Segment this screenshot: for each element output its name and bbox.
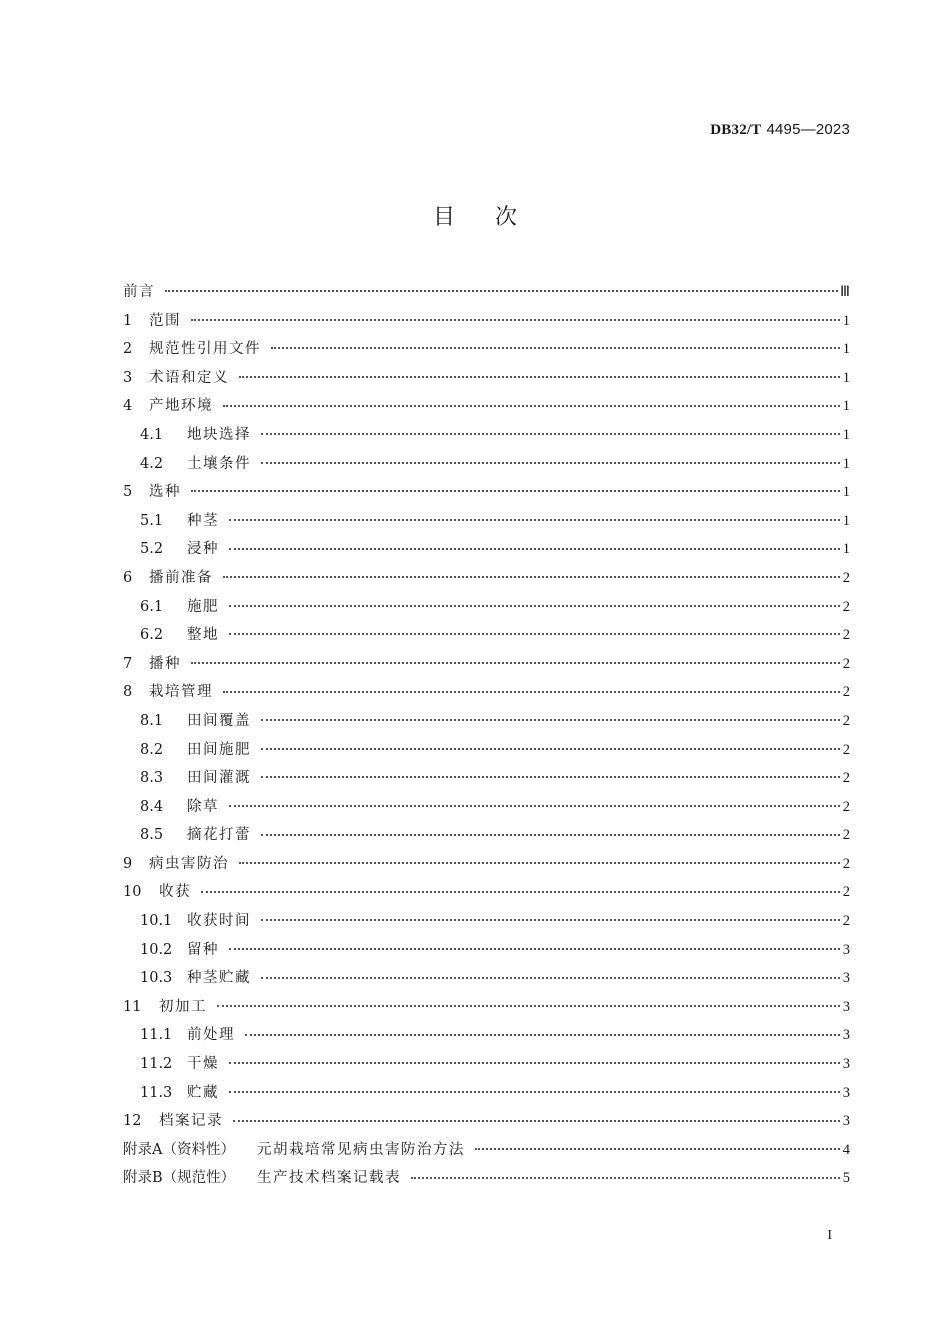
toc-entry[interactable] — [123, 680, 850, 709]
toc-entry-number: 8 — [123, 684, 133, 701]
toc-entry-title: 浸种 — [187, 541, 219, 558]
dot-leader — [245, 1034, 840, 1036]
toc-entry-page: 2 — [842, 855, 850, 872]
toc-entry-title: 留种 — [187, 941, 219, 958]
toc-entry-page: 2 — [842, 884, 850, 901]
toc-entry-page: 2 — [842, 627, 850, 644]
toc-entry[interactable] — [123, 480, 850, 509]
toc-entry-page: 3 — [842, 1084, 850, 1101]
toc-entry-title: 选种 — [149, 484, 181, 501]
dot-leader — [223, 576, 840, 578]
toc-entry-page: 5 — [842, 1170, 850, 1187]
dot-leader — [165, 290, 838, 292]
toc-entry-page: 1 — [842, 484, 850, 501]
toc-entry[interactable] — [123, 766, 850, 795]
toc-entry-number: 6.1 — [140, 598, 164, 615]
toc-entry-title: 摘花打蕾 — [187, 827, 251, 844]
doc-number: 4495—2023 — [766, 121, 850, 138]
toc-entry-title: 土壤条件 — [187, 455, 251, 472]
dot-leader — [411, 1177, 840, 1179]
toc-entry-page: 2 — [842, 598, 850, 615]
toc-entry-page: 1 — [842, 312, 850, 329]
toc-entry-number: 3 — [123, 369, 133, 386]
toc-entry-page: 2 — [842, 712, 850, 729]
document-number — [710, 120, 850, 139]
toc-entry-title: 除草 — [187, 798, 219, 815]
toc-entry-title: 干燥 — [187, 1056, 219, 1073]
dot-leader — [261, 919, 840, 921]
toc-entry[interactable] — [123, 595, 850, 624]
toc-entry-title: 地块选择 — [187, 426, 251, 443]
toc-entry-page: 2 — [842, 913, 850, 930]
toc-entry-page: 3 — [842, 1056, 850, 1073]
toc-entry-number: 7 — [123, 655, 133, 672]
toc-entry[interactable] — [123, 423, 850, 452]
toc-entry-number: 6.2 — [140, 627, 164, 644]
toc-entry[interactable] — [123, 1138, 850, 1167]
dot-leader — [261, 977, 840, 979]
toc-entry-page: 1 — [842, 369, 850, 386]
page-number: I — [827, 1228, 832, 1243]
toc-entry[interactable] — [123, 966, 850, 995]
dot-leader — [229, 519, 840, 521]
toc-entry-page: 3 — [842, 941, 850, 958]
toc-entry[interactable] — [123, 537, 850, 566]
toc-entry-page: 2 — [842, 827, 850, 844]
toc-entry-title: 田间施肥 — [187, 741, 251, 758]
toc-entry-number: 1 — [123, 312, 133, 329]
dot-leader — [223, 691, 840, 693]
dot-leader — [191, 490, 840, 492]
page-title — [0, 200, 950, 231]
toc-entry-number: 8.5 — [140, 827, 164, 844]
toc-entry[interactable] — [123, 738, 850, 767]
toc-entry-title: 病虫害防治 — [149, 855, 229, 872]
title-char-1: 目 — [432, 205, 455, 230]
toc-entry-title: 种茎 — [187, 512, 219, 529]
toc-entry[interactable] — [123, 623, 850, 652]
toc-entry[interactable] — [123, 452, 850, 481]
toc-entry-title: 术语和定义 — [149, 369, 229, 386]
toc-entry-page: 3 — [842, 998, 850, 1015]
toc-entry-title: 田间灌溉 — [187, 770, 251, 787]
toc-entry[interactable] — [123, 1109, 850, 1138]
toc-entry-page: Ⅲ — [840, 284, 850, 300]
toc-entry[interactable] — [123, 652, 850, 681]
dot-leader — [271, 347, 840, 349]
toc-entry[interactable] — [123, 1166, 850, 1195]
toc-entry[interactable] — [123, 566, 850, 595]
toc-entry-number: 10 — [123, 884, 142, 901]
dot-leader — [223, 405, 840, 407]
toc-entry-number: 11.1 — [140, 1027, 173, 1044]
toc-entry-title: 栽培管理 — [149, 684, 213, 701]
toc-entry-page: 2 — [842, 770, 850, 787]
toc-entry[interactable] — [123, 1052, 850, 1081]
dot-leader — [229, 633, 840, 635]
toc-entry-number: 6 — [123, 569, 133, 586]
toc-entry-title: 播前准备 — [149, 569, 213, 586]
toc-entry-title: 播种 — [149, 655, 181, 672]
toc-entry-page: 3 — [842, 1113, 850, 1130]
toc-entry-number: 8.2 — [140, 741, 164, 758]
toc-entry-page: 1 — [842, 341, 850, 358]
toc-entry-number: 4 — [123, 398, 133, 415]
toc-entry-page: 2 — [842, 569, 850, 586]
toc-entry-page: 1 — [842, 398, 850, 415]
toc-entry-number: 11.2 — [140, 1056, 173, 1073]
dot-leader — [261, 748, 840, 750]
toc-entry-title: 种茎贮藏 — [187, 970, 251, 987]
toc-entry-title: 范围 — [149, 312, 181, 329]
toc-entry[interactable] — [123, 709, 850, 738]
toc-entry-title: 初加工 — [159, 998, 207, 1015]
toc-entry[interactable] — [123, 1023, 850, 1052]
toc-entry-number: 8.3 — [140, 770, 164, 787]
toc-entry[interactable] — [123, 280, 850, 309]
toc-entry-page: 3 — [842, 970, 850, 987]
toc-entry-number: 10.3 — [140, 970, 173, 987]
dot-leader — [229, 605, 840, 607]
dot-leader — [229, 1091, 840, 1093]
dot-leader — [475, 1148, 840, 1150]
toc-entry-page: 3 — [842, 1027, 850, 1044]
toc-entry-number: 11.3 — [140, 1084, 173, 1101]
dot-leader — [261, 719, 840, 721]
dot-leader — [239, 862, 840, 864]
toc-entry-title: 元胡栽培常见病虫害防治方法 — [257, 1141, 465, 1158]
dot-leader — [201, 891, 840, 893]
dot-leader — [229, 548, 840, 550]
toc-entry-title: 收获时间 — [187, 913, 251, 930]
doc-series: 32/T — [731, 122, 762, 138]
dot-leader — [229, 948, 840, 950]
toc-entry[interactable] — [123, 509, 850, 538]
dot-leader — [261, 834, 840, 836]
toc-entry-title: 施肥 — [187, 598, 219, 615]
toc-entry-page: 1 — [842, 455, 850, 472]
toc-entry-number: 附录A（资料性） — [123, 1141, 235, 1158]
toc-entry-title: 产地环境 — [149, 398, 213, 415]
toc-entry-page: 1 — [842, 541, 850, 558]
toc-entry-page: 2 — [842, 798, 850, 815]
dot-leader — [239, 376, 840, 378]
toc-entry-number: 11 — [123, 998, 142, 1015]
dot-leader — [191, 319, 840, 321]
dot-leader — [229, 805, 840, 807]
dot-leader — [191, 662, 840, 664]
dot-leader — [261, 462, 840, 464]
toc-entry[interactable] — [123, 909, 850, 938]
toc-entry[interactable] — [123, 823, 850, 852]
toc-entry-number: 10.1 — [140, 913, 173, 930]
toc-entry-number: 10.2 — [140, 941, 173, 958]
table-of-contents — [123, 280, 850, 1195]
toc-entry-page: 1 — [842, 426, 850, 443]
dot-leader — [233, 1120, 840, 1122]
toc-entry[interactable] — [123, 880, 850, 909]
dot-leader — [261, 433, 840, 435]
toc-entry-number: 5.1 — [140, 512, 164, 529]
toc-entry-number: 8.1 — [140, 712, 164, 729]
dot-leader — [217, 1005, 840, 1007]
toc-entry-title: 生产技术档案记载表 — [257, 1170, 401, 1187]
toc-entry-number: 5 — [123, 484, 133, 501]
toc-entry-title: 规范性引用文件 — [149, 341, 261, 358]
toc-entry-title: 整地 — [187, 627, 219, 644]
dot-leader — [261, 776, 840, 778]
toc-entry-page: 2 — [842, 741, 850, 758]
toc-entry-number: 4.1 — [140, 426, 164, 443]
toc-entry[interactable] — [123, 366, 850, 395]
toc-entry-number: 9 — [123, 855, 133, 872]
toc-entry-number: 5.2 — [140, 541, 164, 558]
toc-entry-number: 附录B（规范性） — [123, 1170, 236, 1187]
toc-entry[interactable] — [123, 337, 850, 366]
toc-entry-title: 贮藏 — [187, 1084, 219, 1101]
toc-entry[interactable] — [123, 394, 850, 423]
dot-leader — [229, 1062, 840, 1064]
title-char-2: 次 — [495, 205, 518, 230]
toc-entry-title: 前处理 — [187, 1027, 235, 1044]
toc-entry-title: 田间覆盖 — [187, 712, 251, 729]
doc-prefix: DB — [710, 122, 732, 138]
toc-entry[interactable] — [123, 309, 850, 338]
toc-entry[interactable] — [123, 938, 850, 967]
toc-entry-number: 8.4 — [140, 798, 164, 815]
toc-entry[interactable] — [123, 1081, 850, 1110]
toc-entry-number: 12 — [123, 1113, 142, 1130]
toc-entry[interactable] — [123, 852, 850, 881]
toc-entry[interactable] — [123, 995, 850, 1024]
toc-entry-page: 4 — [842, 1141, 850, 1158]
toc-entry-page: 2 — [842, 684, 850, 701]
toc-entry-page: 2 — [842, 655, 850, 672]
toc-entry-number: 4.2 — [140, 455, 164, 472]
toc-entry-title: 档案记录 — [159, 1113, 223, 1130]
toc-entry-number: 2 — [123, 341, 133, 358]
toc-entry-title: 收获 — [159, 884, 191, 901]
toc-entry-page: 1 — [842, 512, 850, 529]
toc-entry-title: 前言 — [123, 284, 155, 300]
toc-entry[interactable] — [123, 795, 850, 824]
